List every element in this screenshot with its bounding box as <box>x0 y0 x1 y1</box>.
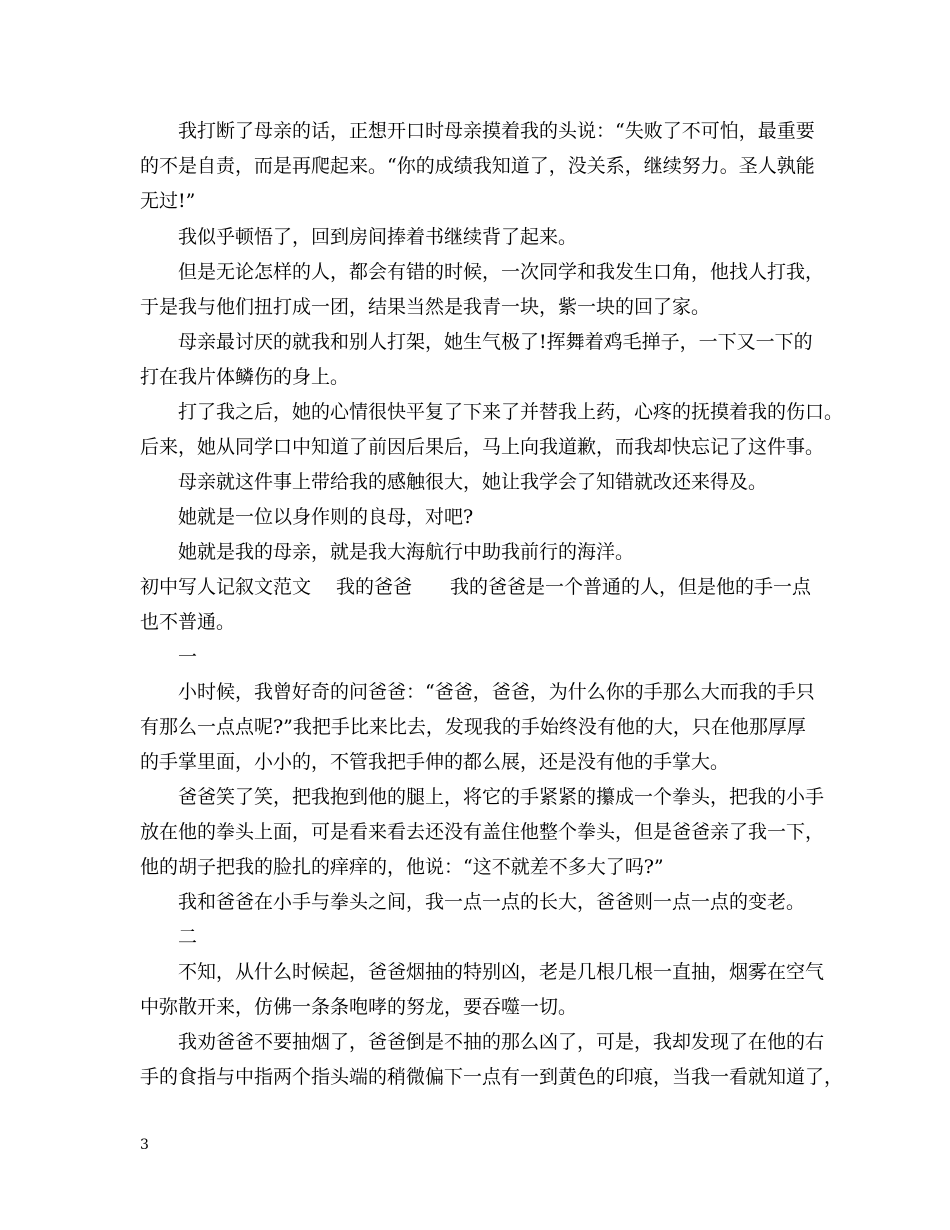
text-line: 我似乎顿悟了，回到房间捧着书继续背了起来。 <box>178 226 578 248</box>
text-line: 打了我之后，她的心情很快平复了下来了并替我上药，心疼的抚摸着我的伤口。 <box>178 401 844 423</box>
text-line: 爸爸笑了笑，把我抱到他的腿上，将它的手紧紧的攥成一个拳头，把我的小手 <box>178 786 825 808</box>
text-line: 不知，从什么时候起，爸爸烟抽的特别凶，老是几根几根一直抽，烟雾在空气 <box>178 961 825 983</box>
page-number: 3 <box>140 1137 149 1153</box>
text-line: 后来，她从同学口中知道了前因后果后，马上向我道歉，而我却快忘记了这件事。 <box>140 436 825 458</box>
section-number: 二 <box>178 926 198 948</box>
text-line: 我劝爸爸不要抽烟了，爸爸倒是不抽的那么凶了，可是，我却发现了在他的右 <box>178 1031 825 1053</box>
text-line: 母亲最讨厌的就我和别人打架，她生气极了!挥舞着鸡毛掸子，一下又一下的 <box>178 331 813 353</box>
text-line: 放在他的拳头上面，可是看来看去还没有盖住他整个拳头，但是爸爸亲了我一下， <box>140 821 825 843</box>
text-line: 的不是自责，而是再爬起来。“你的成绩我知道了，没关系，继续努力。圣人孰能 <box>140 155 815 177</box>
text-line: 手的食指与中指两个指头端的稍微偏下一点有一到黄色的印痕，当我一看就知道了， <box>140 1066 844 1088</box>
text-line: 但是无论怎样的人，都会有错的时候，一次同学和我发生口角，他找人打我， <box>178 261 825 283</box>
text-line: 她就是一位以身作则的良母，对吧? <box>178 506 474 528</box>
section-number: 一 <box>178 646 198 668</box>
text-line: 于是我与他们扭打成一团，结果当然是我青一块，紫一块的回了家。 <box>140 296 711 318</box>
section-heading-line: 初中写人记叙文范文 我的爸爸 我的爸爸是一个普通的人，但是他的手一点 <box>140 576 812 598</box>
text-line: 她就是我的母亲，就是我大海航行中助我前行的海洋。 <box>178 541 635 563</box>
text-line: 有那么一点点呢?”我把手比来比去，发现我的手始终没有他的大，只在他那厚厚 <box>140 716 806 738</box>
text-line: 中弥散开来，仿佛一条条咆哮的努龙，要吞噬一切。 <box>140 996 578 1018</box>
text-line: 无过!” <box>140 190 196 212</box>
text-line: 的手掌里面，小小的，不管我把手伸的都么展，还是没有他的手掌大。 <box>140 751 730 773</box>
text-line: 我打断了母亲的话，正想开口时母亲摸着我的头说：“失败了不可怕，最重要 <box>178 120 815 142</box>
text-line: 我和爸爸在小手与拳头之间，我一点一点的长大，爸爸则一点一点的变老。 <box>178 891 806 913</box>
text-line: 小时候，我曾好奇的问爸爸：“爸爸，爸爸，为什么你的手那么大而我的手只 <box>178 681 815 703</box>
text-line: 打在我片体鳞伤的身上。 <box>140 366 350 388</box>
text-line: 母亲就这件事上带给我的感触很大，她让我学会了知错就改还来得及。 <box>178 471 768 493</box>
text-line: 他的胡子把我的脸扎的痒痒的，他说：“这不就差不多大了吗?” <box>140 856 664 878</box>
text-line: 也不普通。 <box>140 611 236 633</box>
